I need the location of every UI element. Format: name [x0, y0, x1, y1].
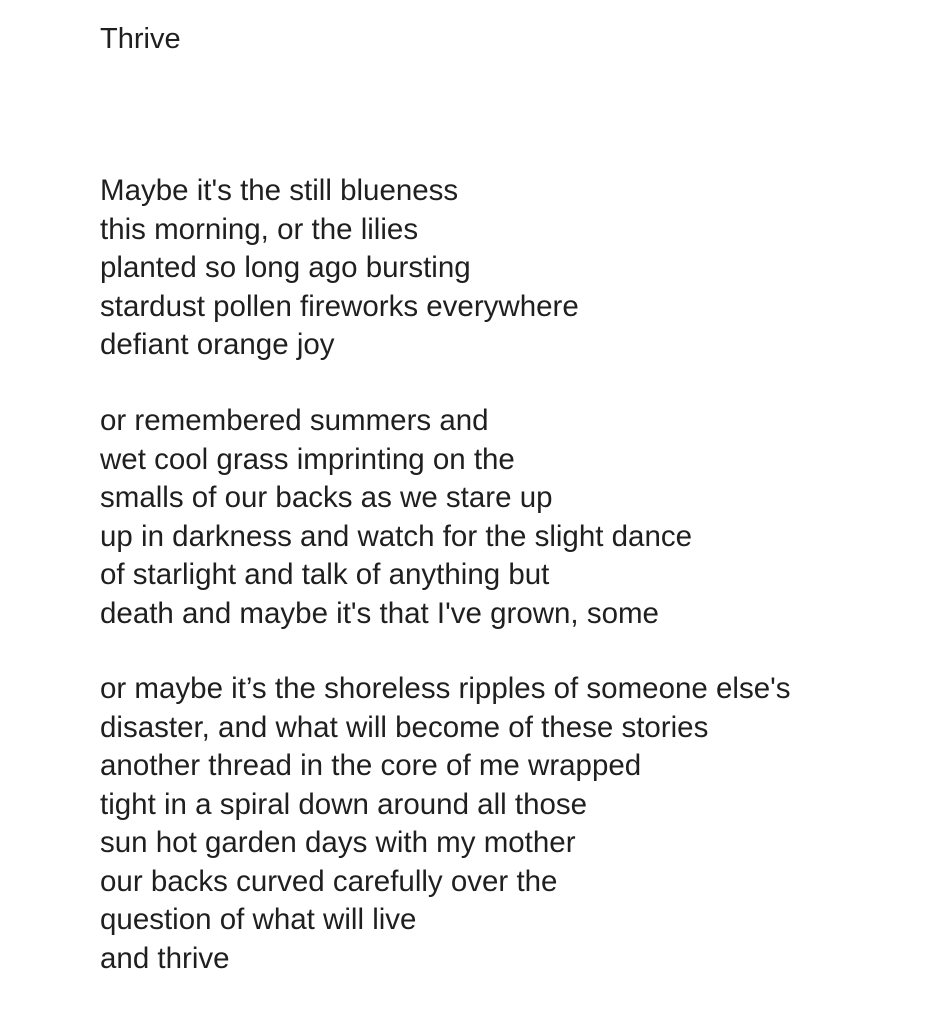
poem-line: death and maybe it's that I've grown, some [100, 596, 659, 630]
poem-line: up in darkness and watch for the slight dance [100, 519, 693, 553]
poem-line: or maybe it’s the shoreless ripples of someone else's [100, 672, 791, 705]
poem-line: smalls of our backs as we stare up [100, 481, 553, 514]
poem-line: planted so long ago bursting [100, 251, 471, 284]
poem-line: wet cool grass imprinting on the [100, 442, 515, 476]
poem-line: another thread in the core of me wrapped [100, 749, 642, 782]
poem-page [100, 0, 932, 1024]
stanza-2 [100, 402, 692, 633]
poem-title: Thrive [100, 23, 181, 55]
poem-line: stardust pollen fireworks everywhere [100, 289, 579, 323]
poem-line: this morning, or the lilies [100, 212, 419, 246]
poem-line: sun hot garden days with my mother [100, 826, 576, 859]
poem-line: disaster, and what will become of these stories [100, 710, 709, 744]
stanza-3 [100, 670, 790, 978]
poem-line: or remembered summers and [100, 404, 489, 437]
poem-line: our backs curved carefully over the [100, 864, 558, 898]
poem-line: tight in a spiral down around all those [100, 787, 588, 821]
poem-line: defiant orange joy [100, 328, 335, 361]
poem-line: of starlight and talk of anything but [100, 558, 550, 591]
poem-line: question of what will live [100, 903, 417, 936]
stanza-1 [100, 172, 579, 365]
poem-line: Maybe it's the still blueness [100, 174, 459, 207]
poem-line: and thrive [100, 941, 230, 975]
